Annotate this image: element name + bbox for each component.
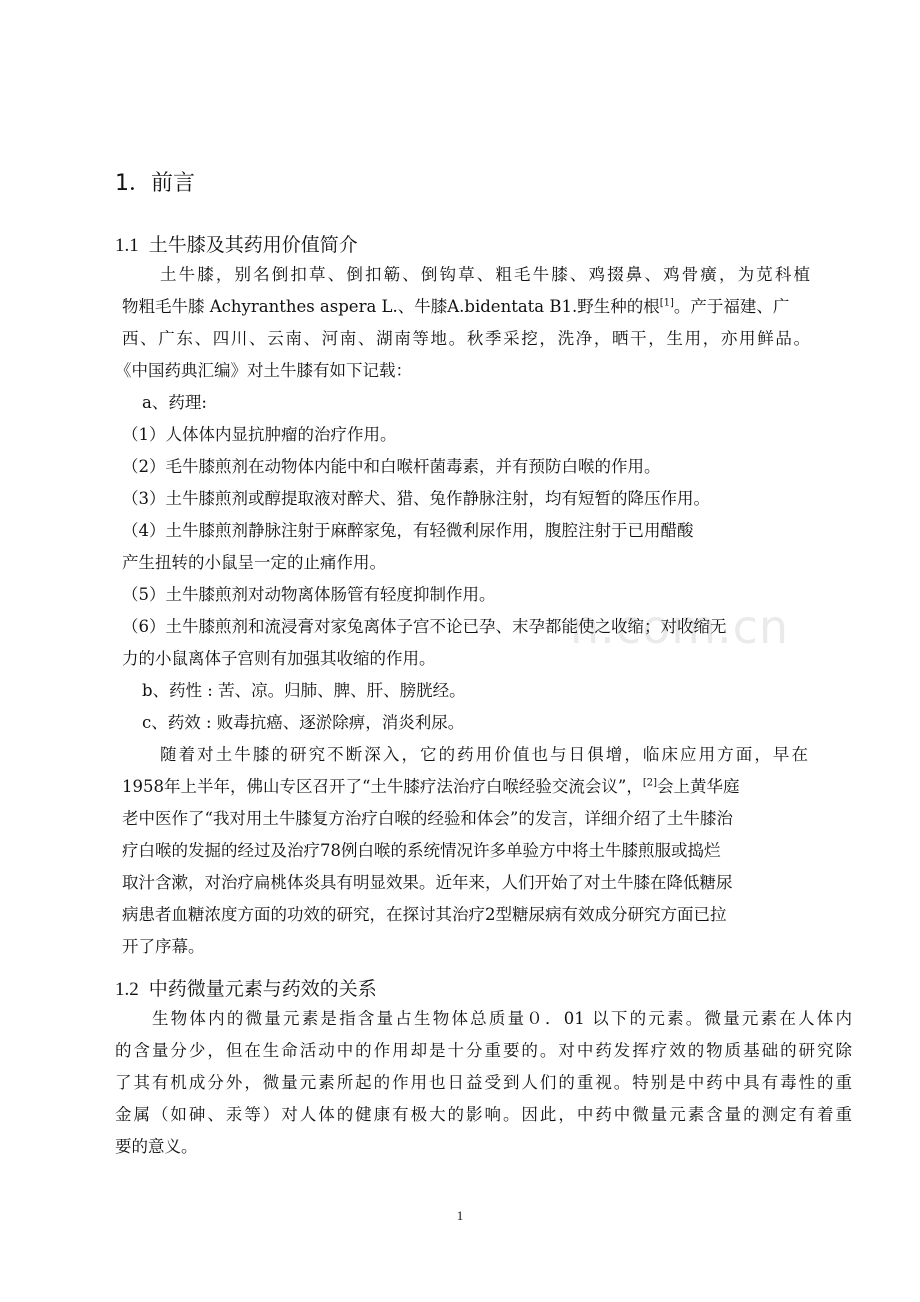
paragraph-line: 了其有机成分外，微量元素所起的作用也日益受到人们的重视。特别是中药中具有毒性的重 — [115, 1073, 852, 1092]
paragraph-line: 西、广东、四川、云南、河南、湖南等地。秋季采挖，洗净，晒干，生用，亦用鲜品。 — [122, 329, 810, 348]
watermark: n.com.cn — [570, 600, 790, 654]
paragraph-line: 老中医作了“我对用土牛膝复方治疗白喉的经验和体会”的发言，详细介绍了土牛膝治 — [122, 809, 733, 828]
section-title: 土牛膝及其药用价值简介 — [148, 234, 358, 256]
list-item: （4）土牛膝煎剂静脉注射于麻醉家兔，有轻微利尿作用，腹腔注射于已用醋酸 — [122, 521, 694, 540]
list-item: 力的小鼠离体子宫则有加强其收缩的作用。 — [122, 649, 436, 668]
list-item: （1）人体体内显抗肿瘤的治疗作用。 — [122, 425, 397, 444]
text-span: 。产于福建、广 — [673, 297, 790, 316]
text-span: 会上黄华庭 — [657, 777, 740, 796]
paragraph-line — [122, 296, 789, 318]
paragraph-line: 要的意义。 — [115, 1137, 198, 1156]
section-title: 中药微量元素与药效的关系 — [148, 978, 377, 1000]
list-item: （3）土牛膝煎剂或醇提取液对醉犬、猎、兔作静脉注射，均有短暂的降压作用。 — [122, 489, 710, 508]
drug-effect: c、药效 : 败毒抗癌、逐淤除痹，消炎利尿。 — [142, 713, 465, 732]
text-span: 物粗毛牛膝 Achyranthes aspera L.、牛膝A.bidentata B1.野生种的根 — [122, 297, 660, 316]
page-number: 1 — [456, 1208, 464, 1223]
drug-nature: b、药性 : 苦、凉。归肺、脾、肝、膀胱经。 — [142, 681, 466, 700]
list-item: （5）土牛膝煎剂对动物离体肠管有轻度抑制作用。 — [122, 585, 496, 604]
citation-ref: [1] — [659, 297, 674, 309]
paragraph-line: 随着对土牛膝的研究不断深入，它的药用价值也与日俱增，临床应用方面，早在 — [160, 745, 808, 764]
citation-ref: [2] — [642, 777, 658, 789]
paragraph-line: 病患者血糖浓度方面的功效的研究，在探讨其治疗2型糖尿病有效成分研究方面已拉 — [122, 905, 727, 924]
text-span: 1958年上半年，佛山专区召开了“土牛膝疗法治疗白喉经验交流会议”， — [122, 777, 643, 796]
paragraph-line: 开了序幕。 — [122, 937, 205, 956]
paragraph-line: 金属（如砷、汞等）对人体的健康有极大的影响。因此，中药中微量元素含量的测定有着重 — [115, 1105, 852, 1124]
chapter-heading: 1．前言 — [115, 171, 195, 196]
section-number: 1.1 — [115, 235, 139, 256]
paragraph-line: 土牛膝，别名倒扣草、倒扣簕、倒钩草、粗毛牛膝、鸡掇鼻、鸡骨癀，为苋科植 — [160, 265, 810, 284]
section-heading-1-1 — [115, 230, 358, 257]
paragraph-line: 生物体内的微量元素是指含量占生物体总质量０．01 以下的元素。微量元素在人体内 — [152, 1009, 852, 1028]
list-item: 产生扭转的小鼠呈一定的止痛作用。 — [122, 553, 386, 572]
paragraph-line: 取汁含漱，对治疗扁桃体炎具有明显效果。近年来，人们开始了对土牛膝在降低糖尿 — [122, 873, 733, 892]
paragraph-line: 的含量分少，但在生命活动中的作用却是十分重要的。对中药发挥疗效的物质基础的研究除 — [115, 1041, 852, 1060]
list-item: （6）土牛膝煎剂和流浸膏对家兔离体子宫不论已孕、末孕都能使之收缩；对收缩无 — [122, 617, 727, 636]
section-number: 1.2 — [115, 979, 139, 1000]
section-heading-1-2 — [115, 974, 377, 1001]
paragraph-line — [122, 776, 740, 798]
list-item: （2）毛牛膝煎剂在动物体内能中和白喉杆菌毒素，并有预防白喉的作用。 — [122, 457, 661, 476]
pharmacology-title: a、药理: — [142, 393, 207, 412]
paragraph-line: 《中国药典汇编》对土牛膝有如下记载： — [115, 361, 412, 380]
paragraph-line: 疗白喉的发掘的经过及治疗78例白喉的系统情况许多单验方中将土牛膝煎服或捣烂 — [122, 841, 721, 860]
